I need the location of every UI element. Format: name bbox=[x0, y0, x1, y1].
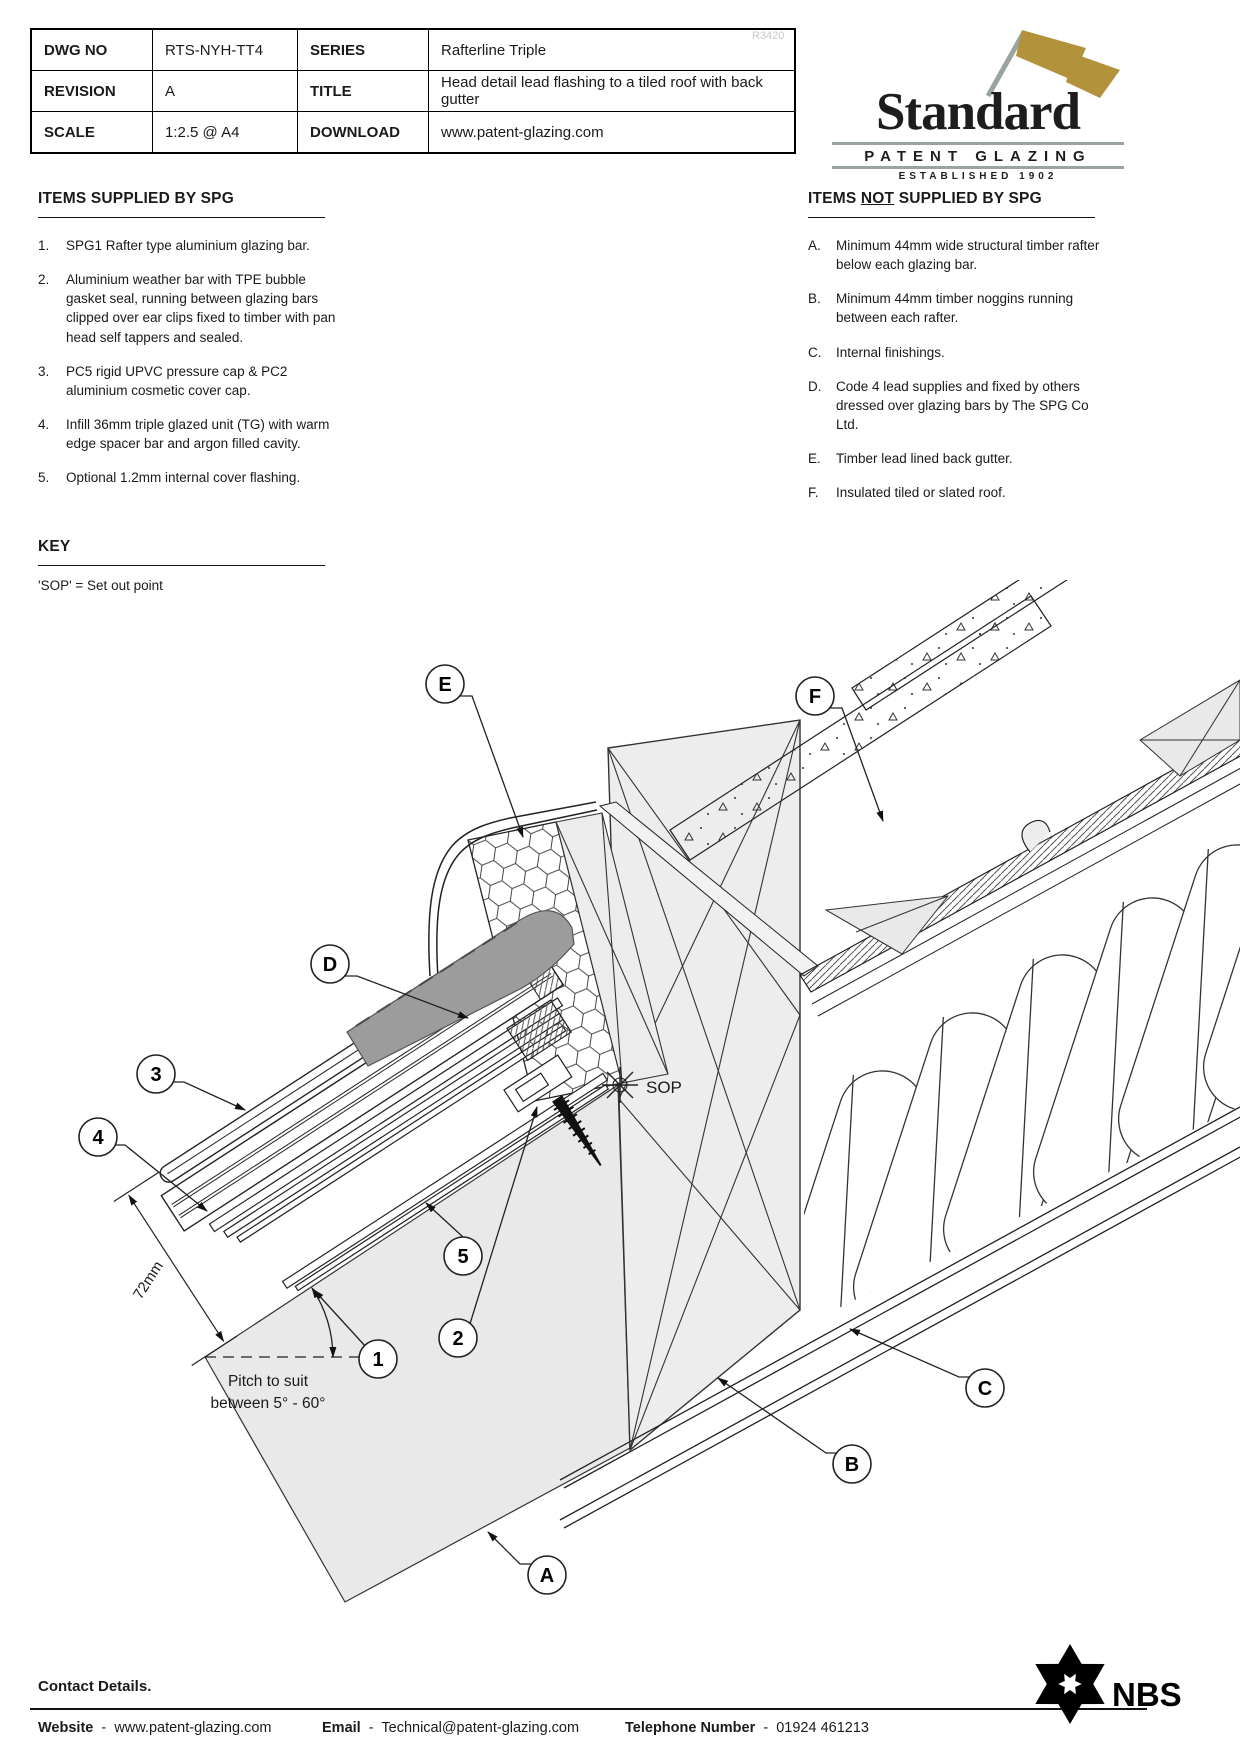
section-underline bbox=[38, 217, 325, 218]
svg-text:A: A bbox=[539, 1565, 555, 1587]
svg-text:C: C bbox=[977, 1378, 993, 1400]
list-item: D. Code 4 lead supplies and fixed by others dressed over glazing bars by The SPG Co Ltd. bbox=[808, 378, 1089, 433]
section-underline bbox=[38, 565, 325, 566]
dwg-no-value: RTS-NYH-TT4 bbox=[153, 29, 298, 71]
callout-D[interactable] bbox=[311, 945, 349, 983]
callout-3[interactable] bbox=[137, 1055, 175, 1093]
svg-text:E: E bbox=[438, 674, 452, 696]
list-item: 3. PC5 rigid UPVC pressure cap & PC2 aluminium cosmetic cover cap. bbox=[38, 363, 288, 398]
series-label: SERIES bbox=[298, 29, 429, 71]
section-drawing bbox=[0, 580, 1240, 1640]
list-item: F. Insulated tiled or slated roof. bbox=[808, 485, 1006, 501]
title-block bbox=[30, 28, 796, 154]
logo-rule-top bbox=[832, 142, 1124, 145]
list-item: 2. Aluminium weather bar with TPE bubble gasket seal, running between glazing bars clipped over ear clips fixed to timber with pan head self tappers and sealed. bbox=[38, 272, 336, 345]
download-link[interactable]: www.patent-glazing.com bbox=[429, 112, 796, 154]
logo-wordmark: Standard bbox=[875, 83, 1081, 141]
callout-F[interactable] bbox=[796, 677, 834, 715]
dwg-no-label: DWG NO bbox=[31, 29, 153, 71]
footer-website: Website - www.patent-glazing.com bbox=[38, 1720, 272, 1736]
scale-label: SCALE bbox=[31, 112, 153, 154]
callout-E[interactable] bbox=[426, 665, 464, 703]
scale-value: 1:2.5 @ A4 bbox=[153, 112, 298, 154]
title-block-row bbox=[31, 29, 795, 71]
series-value: Rafterline Triple bbox=[429, 29, 796, 71]
key-heading: KEY bbox=[38, 538, 71, 555]
svg-text:3: 3 bbox=[150, 1064, 162, 1086]
list-item: 5. Optional 1.2mm internal cover flashing. bbox=[38, 470, 301, 486]
svg-text:5: 5 bbox=[457, 1246, 469, 1268]
download-label: DOWNLOAD bbox=[298, 112, 429, 154]
revision-label: REVISION bbox=[31, 71, 153, 112]
phone-number: 01924 461213 bbox=[776, 1720, 869, 1736]
footer-divider bbox=[30, 1708, 1147, 1710]
list-item: E. Timber lead lined back gutter. bbox=[808, 451, 1013, 467]
logo-subtitle: PATENT GLAZING bbox=[864, 148, 1092, 165]
svg-text:2: 2 bbox=[452, 1328, 464, 1350]
section-underline bbox=[808, 217, 1095, 218]
list-item: B. Minimum 44mm timber noggins running between each rafter. bbox=[808, 291, 1074, 326]
list-item: 4. Infill 36mm triple glazed unit (TG) with warm edge spacer bar and argon filled cavity. bbox=[38, 417, 330, 452]
items-supplied-section bbox=[38, 190, 338, 503]
svg-text:F: F bbox=[808, 686, 822, 708]
footer-phone: Telephone Number - 01924 461213 bbox=[625, 1720, 869, 1736]
watermark-ref: R3420 bbox=[752, 30, 785, 42]
title-block-row bbox=[31, 71, 795, 112]
key-note: 'SOP' = Set out point bbox=[38, 578, 163, 593]
callout-A[interactable] bbox=[528, 1556, 566, 1594]
callout-C[interactable] bbox=[966, 1369, 1004, 1407]
roof-tiles bbox=[670, 580, 1076, 860]
pitch-note-line2: between 5° - 60° bbox=[210, 1395, 326, 1412]
title-block-row bbox=[31, 112, 795, 154]
logo-rule-bottom bbox=[832, 166, 1124, 169]
svg-text:B: B bbox=[844, 1454, 860, 1476]
callout-5[interactable] bbox=[444, 1237, 482, 1275]
sop-label: SOP bbox=[646, 1078, 682, 1097]
nbs-flower-icon bbox=[1030, 1642, 1110, 1726]
list-item: C. Internal finishings. bbox=[808, 344, 945, 360]
dimension-label: 72mm bbox=[129, 1258, 167, 1303]
items-supplied-heading: ITEMS SUPPLIED BY SPG bbox=[38, 190, 234, 207]
sop-marker bbox=[602, 1067, 638, 1103]
svg-text:D: D bbox=[322, 954, 338, 976]
footer-email: Email - Technical@patent-glazing.com bbox=[322, 1720, 580, 1736]
callout-1[interactable] bbox=[359, 1340, 397, 1378]
title-value: Head detail lead flashing to a tiled roof with back gutter bbox=[429, 71, 796, 112]
company-logo bbox=[828, 24, 1128, 182]
logo-established: ESTABLISHED 1902 bbox=[898, 171, 1058, 182]
title-label: TITLE bbox=[298, 71, 429, 112]
callout-2[interactable] bbox=[439, 1319, 477, 1357]
list-item: A. Minimum 44mm wide structural timber rafter below each glazing bar. bbox=[808, 238, 1100, 273]
callout-4[interactable] bbox=[79, 1118, 117, 1156]
svg-text:1: 1 bbox=[372, 1349, 384, 1371]
website-link[interactable]: www.patent-glazing.com bbox=[114, 1720, 272, 1736]
svg-text:4: 4 bbox=[92, 1127, 104, 1149]
pitch-note-line1: Pitch to suit bbox=[227, 1373, 309, 1390]
nbs-label: NBS bbox=[1112, 1676, 1182, 1713]
revision-value: A bbox=[153, 71, 298, 112]
contact-details-heading: Contact Details. bbox=[38, 1678, 152, 1695]
callout-B[interactable] bbox=[833, 1445, 871, 1483]
nbs-logo bbox=[1030, 1642, 1220, 1732]
list-item: 1. SPG1 Rafter type aluminium glazing bar. bbox=[38, 238, 310, 253]
email-link[interactable]: Technical@patent-glazing.com bbox=[381, 1720, 580, 1736]
items-not-supplied-section bbox=[808, 190, 1108, 518]
items-not-supplied-heading: ITEMS NOT SUPPLIED BY SPG bbox=[808, 190, 1042, 207]
